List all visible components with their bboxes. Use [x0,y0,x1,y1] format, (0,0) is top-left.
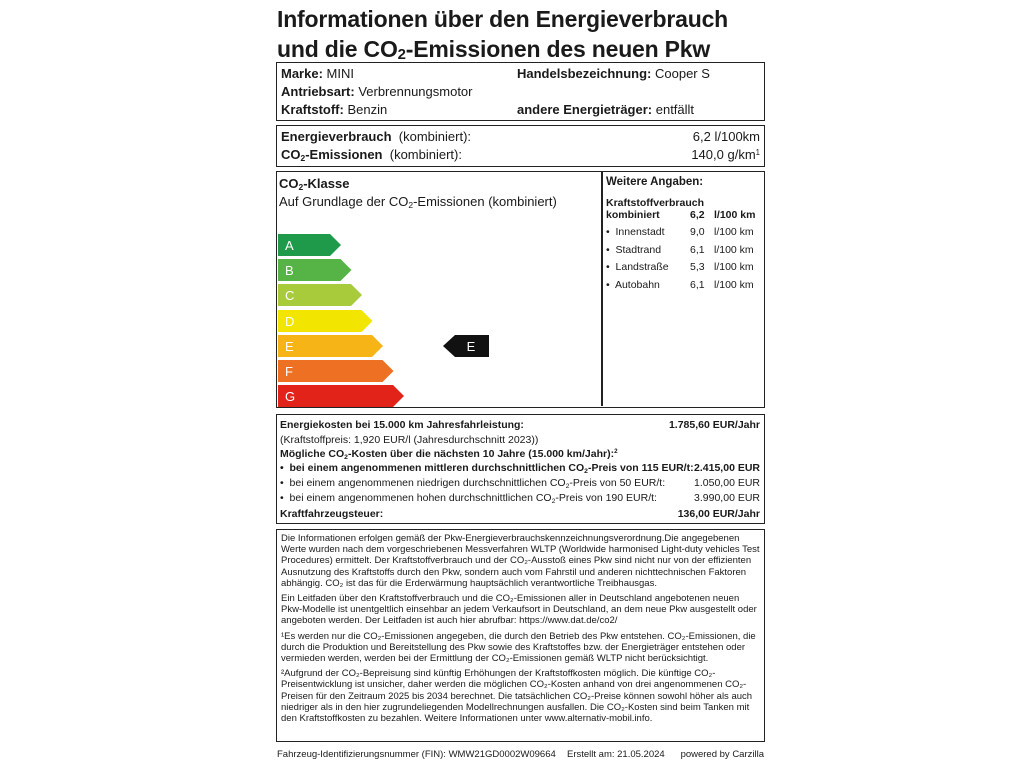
fuel-consumption-heading: Kraftstoffverbrauch [606,197,705,209]
notes-box [276,529,765,742]
combined-row: kombiniert 6,2 l/100 km [606,209,756,221]
title-line-1: Informationen über den Energieverbrauch [277,6,729,32]
co2-class-arrow-b [278,259,353,281]
vehicle-tax-value: 136,00 EUR/Jahr [677,508,760,520]
consumption-item: • Autobahn 6,1 l/100 km [606,278,754,291]
co2-class-heading: $CO_2$-Klasse [279,176,350,192]
co2-class-letter-e: E [285,338,294,354]
co2-class-arrow-a [278,234,342,256]
co2-emission-value: 140,0 $g/km^1$ [691,147,760,162]
co2-class-letter-c: C [285,288,295,304]
co2-cost-low-row: • bei einem angenommenen niedrigen durchschnittlichen $CO_2$-Preis von 50 EUR/t: [280,477,666,490]
co2-class-arrow-c [278,284,363,306]
co2-class-arrow-g [278,385,405,407]
co2-cost-low-value: 1.050,00 EUR [694,477,760,489]
other-energy-row: andere Energieträger: entfällt [517,102,695,117]
trade-name-row: Handelsbezeichnung: Cooper S [517,66,710,81]
brand-row: Marke: MINI [281,66,354,81]
vehicle-info-box [276,62,765,121]
co2-cost-mid-value: 2.415,00 EUR [694,462,760,474]
possible-co2-costs-heading: Mögliche $CO_2$-Kosten über die nächsten 10 Jahre (15.000 km/Jahr):$^2$ [280,448,618,461]
note-paragraph-1: Die Informationen erfolgen gemäß der Pkw-Energieverbrauchskennzeichnungsverordnung.Die angegebenen Werte wurden nach dem vorgeschriebenen Messverfahren WLTP (Worldwide harmonised Light-duty vehicles Test Procedures) ermittelt. Der Kraftstoffverbrauch und der CO₂-Ausstoß eines Pkw sind nicht nur von der effizienten Ausnutzung des Kraftstoffs durch den Pkw, sondern auch vom Fahrstil und anderen nichttechnischen Faktoren abhängig. CO₂ ist das für die Erderwärmung hauptsächlich verantwortliche Treibhausgas. [281,533,760,589]
energy-consumption-value: 6,2 l/100km [692,129,760,144]
co2-class-arrow-d [278,310,374,332]
consumption-item: • Stadtrand 6,1 l/100 km [606,243,754,256]
consumption-box [276,125,765,167]
current-class-letter: E [466,339,476,354]
consumption-item: • Landstraße 5,3 l/100 km [606,261,754,273]
powered-by: powered by Carzilla [680,749,764,760]
energy-consumption-label: Energieverbrauch (kombiniert): [281,129,472,144]
co2-class-letter-g: G [285,389,296,405]
note-footnote-1: ¹Es werden nur die CO₂-Emissionen angegeben, die durch den Betrieb des Pkw entstehen. CO₂-Emissionen, die durch die Produktion und Bereitstellung des Pkw sowie des Kraftstoffes bzw. der Energieträger entstehen oder vermieden werden, werden bei der Ermittlung der CO₂-Emissionen gemäß WLTP nicht berücksichtigt. [281,630,756,665]
drive-type-row: Antriebsart: Verbrennungsmotor [281,84,473,99]
co2-cost-high-row: • bei einem angenommenen hohen durchschnittlichen $CO_2$-Preis von 190 EUR/t: [280,492,657,505]
energy-cost-label: Energiekosten bei 15.000 km Jahresfahrleistung: [280,419,524,431]
current-class-arrow-icon [443,335,489,357]
vehicle-tax-label: Kraftfahrzeugsteuer: [280,508,384,520]
co2-class-letter-f: F [285,364,293,379]
co2-cost-high-value: 3.990,00 EUR [694,492,760,504]
current-class-marker [443,335,489,362]
further-details [606,176,761,296]
co2-class-arrow-e [278,335,384,357]
note-footnote-2: ²Aufgrund der CO₂-Bepreisung sind künftig Erhöhungen der Kraftstoffkosten möglich. Die künftige CO₂-Preisentwicklung ist unsicher, daher werden die möglichen CO₂-Kosten anhand von drei angenommenen CO₂-Preisen für den Zeitraum 2025 bis 2034 berechnet. Die tatsächlichen CO₂-Preise können sowohl höher als auch niedriger als in den hier zugrundeliegenden Modellrechnungen ausfallen. Die CO₂-Kosten sind beim Tanken mit den Kraftstoffkosten zu bezahlen. Weitere Informationen unter www.alternativ-mobil.info. [281,668,753,725]
co2-class-arrow-f [278,360,395,382]
fin-label: Fahrzeug-Identifizierungsnummer (FIN): WMW21GD0002W09664 [277,749,556,760]
costs-box [276,414,765,524]
fuel-row: Kraftstoff: Benzin [281,102,388,117]
consumption-breakdown-list [606,226,761,296]
fuel-price-line: (Kraftstoffpreis: 1,920 EUR/l (Jahresdurchschnitt 2023)) [280,434,539,446]
created-date: Erstellt am: 21.05.2024 [567,749,665,760]
co2-class-box [276,171,765,408]
co2-class-letter-a: A [285,238,294,253]
consumption-item: • Innenstadt 9,0 l/100 km [606,226,754,238]
column-divider [601,172,603,406]
title-line-2: und die $CO_2$-Emissionen des neuen Pkw [277,36,711,63]
note-paragraph-2: Ein Leitfaden über den Kraftstoffverbrauch und die CO₂-Emissionen aller in Deutschland angebotenen neuen Pkw-Modelle ist unentgeltlich einsehbar an jedem Verkaufsort in Deutschland, an dem neue Pkw ausgestellt oder angeboten werden. Der Leitfaden ist auch hier abrufbar: https://www.dat.de/co2/ [281,593,757,627]
co2-class-letter-d: D [285,313,295,329]
co2-emission-label: $CO_2$-Emissionen (kombiniert): [281,147,462,163]
further-heading: Weitere Angaben: [606,176,704,188]
co2-class-letter-b: B [285,263,294,279]
co2-class-basis: Auf Grundlage der $CO_2$-Emissionen (kombiniert) [279,194,557,210]
page-title [277,4,728,64]
co2-cost-mid-row: • bei einem angenommenen mittleren durchschnittlichen $CO_2$-Preis von 115 EUR/t: [280,462,694,475]
energy-cost-value: 1.785,60 EUR/Jahr [668,419,760,431]
